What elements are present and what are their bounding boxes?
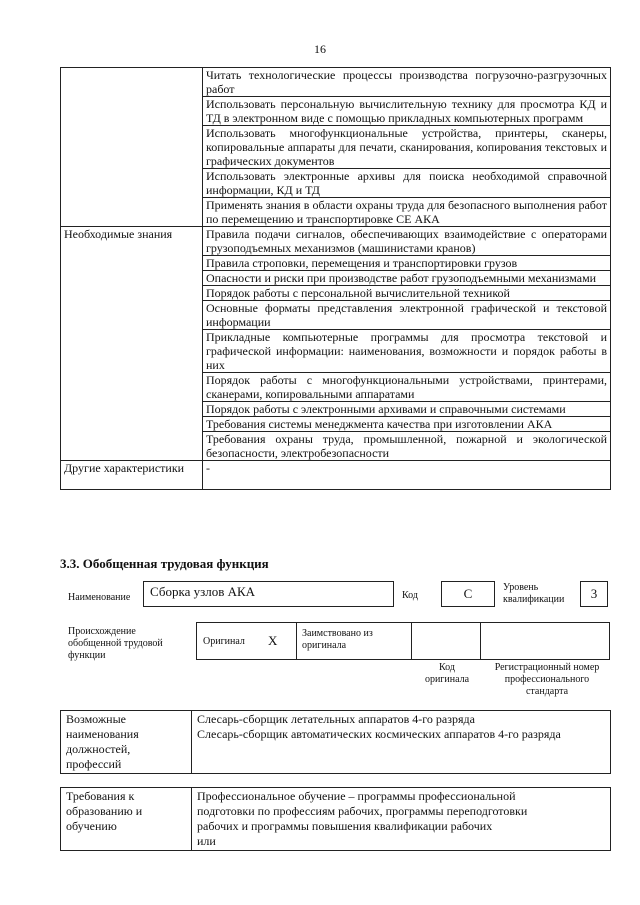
original-label: Оригинал: [203, 636, 245, 647]
level-label: Уровень квалификации: [503, 582, 565, 605]
list-item: Слесарь-сборщик автоматических космических аппаратов 4-го разряда: [197, 727, 561, 741]
section-title: 3.3. Обобщенная трудовая функция: [60, 556, 269, 571]
level-value: 3: [580, 581, 608, 607]
skill-cell: Читать технологические процессы производства погрузочно-разгрузочных работ: [203, 68, 611, 97]
origin-label: Происхождение обобщенной трудовой функции: [68, 626, 163, 661]
table-row: [61, 126, 611, 169]
divider: [296, 622, 297, 660]
other-value: -: [203, 461, 611, 490]
knowledge-cell: Требования системы менеджмента качества при изготовлении АКА: [203, 417, 611, 432]
table-row: [61, 461, 611, 490]
knowledge-cell: Порядок работы с персональной вычислительной техникой: [203, 286, 611, 301]
table-row: [61, 711, 611, 774]
knowledge-cell: Порядок работы с электронными архивами и справочными системами: [203, 402, 611, 417]
table-row: [61, 402, 611, 417]
knowledge-cell: Правила строповки, перемещения и транспортировки грузов: [203, 256, 611, 271]
code-value: С: [441, 581, 495, 607]
list-item: Слесарь-сборщик летательных аппаратов 4-го разряда: [197, 712, 475, 726]
table-row: [61, 68, 611, 97]
divider: [411, 622, 412, 660]
name-label: Наименование: [68, 592, 131, 603]
education-tail: или: [197, 834, 216, 848]
original-mark: Х: [268, 633, 278, 648]
table-row: [61, 301, 611, 330]
page-number: 16: [314, 42, 326, 56]
table-row: [61, 788, 611, 851]
table-row: [61, 97, 611, 126]
table-row: [61, 169, 611, 198]
table-row: [61, 417, 611, 432]
table-row: [61, 256, 611, 271]
other-label: Другие характеристики: [61, 461, 203, 490]
positions-list: [192, 711, 611, 774]
knowledge-cell: Основные форматы представления электронной графической и текстовой информации: [203, 301, 611, 330]
code-label: Код: [402, 590, 418, 601]
education-label: Требования к образованию и обучению: [61, 788, 192, 851]
table-row: [61, 432, 611, 461]
table-row: [61, 373, 611, 402]
table-row: [61, 286, 611, 301]
skills-knowledge-table: [60, 67, 611, 490]
divider: [480, 622, 481, 660]
knowledge-cell: Порядок работы с многофункциональными устройствами, принтерами, сканерами, копировальными аппаратами: [203, 373, 611, 402]
skill-cell: Использовать персональную вычислительную технику для просмотра КД и ТД в электронном виде с помощью прикладных компьютерных программ: [203, 97, 611, 126]
knowledge-cell: Прикладные компьютерные программы для просмотра текстовой и графической информации: наименования, возможности и порядок работы в них: [203, 330, 611, 373]
knowledge-cell: Правила подачи сигналов, обеспечивающих взаимодействие с операторами грузоподъемных механизмов (машинистами кранов): [203, 227, 611, 256]
education-table: [60, 787, 611, 851]
code-original-label: Код оригинала: [424, 662, 470, 685]
table-row: [61, 227, 611, 256]
positions-label: Возможные наименования должностей, профессий: [61, 711, 192, 774]
table-row: [61, 330, 611, 373]
education-text: Профессиональное обучение – программы профессиональной подготовки по профессиям рабочих, программы переподготовки рабочих и программы повышения квалификации рабочих: [197, 789, 528, 833]
knowledge-cell: Опасности и риски при производстве работ грузоподъемными механизмами: [203, 271, 611, 286]
table-row: [61, 271, 611, 286]
skill-cell: Применять знания в области охраны труда для безопасного выполнения работ по перемещению и транспортировке СЕ АКА: [203, 198, 611, 227]
skill-cell: Использовать электронные архивы для поиска необходимой справочной информации, КД и ТД: [203, 169, 611, 198]
knowledge-cell: Требования охраны труда, промышленной, пожарной и экологической безопасности, электробезопасности: [203, 432, 611, 461]
reg-number-label: Регистрационный номер профессионального стандарта: [494, 662, 600, 697]
table-row: [61, 198, 611, 227]
name-value: Сборка узлов АКА: [143, 581, 394, 607]
knowledge-label: Необходимые знания: [61, 227, 203, 256]
borrowed-label: Заимствовано из оригинала: [302, 628, 373, 651]
education-cell: [192, 788, 611, 851]
origin-box: [196, 622, 610, 660]
positions-table: [60, 710, 611, 774]
skill-cell: Использовать многофункциональные устройства, принтеры, сканеры, копировальные аппараты для печати, сканирования, копирования текстовых и графических документов: [203, 126, 611, 169]
